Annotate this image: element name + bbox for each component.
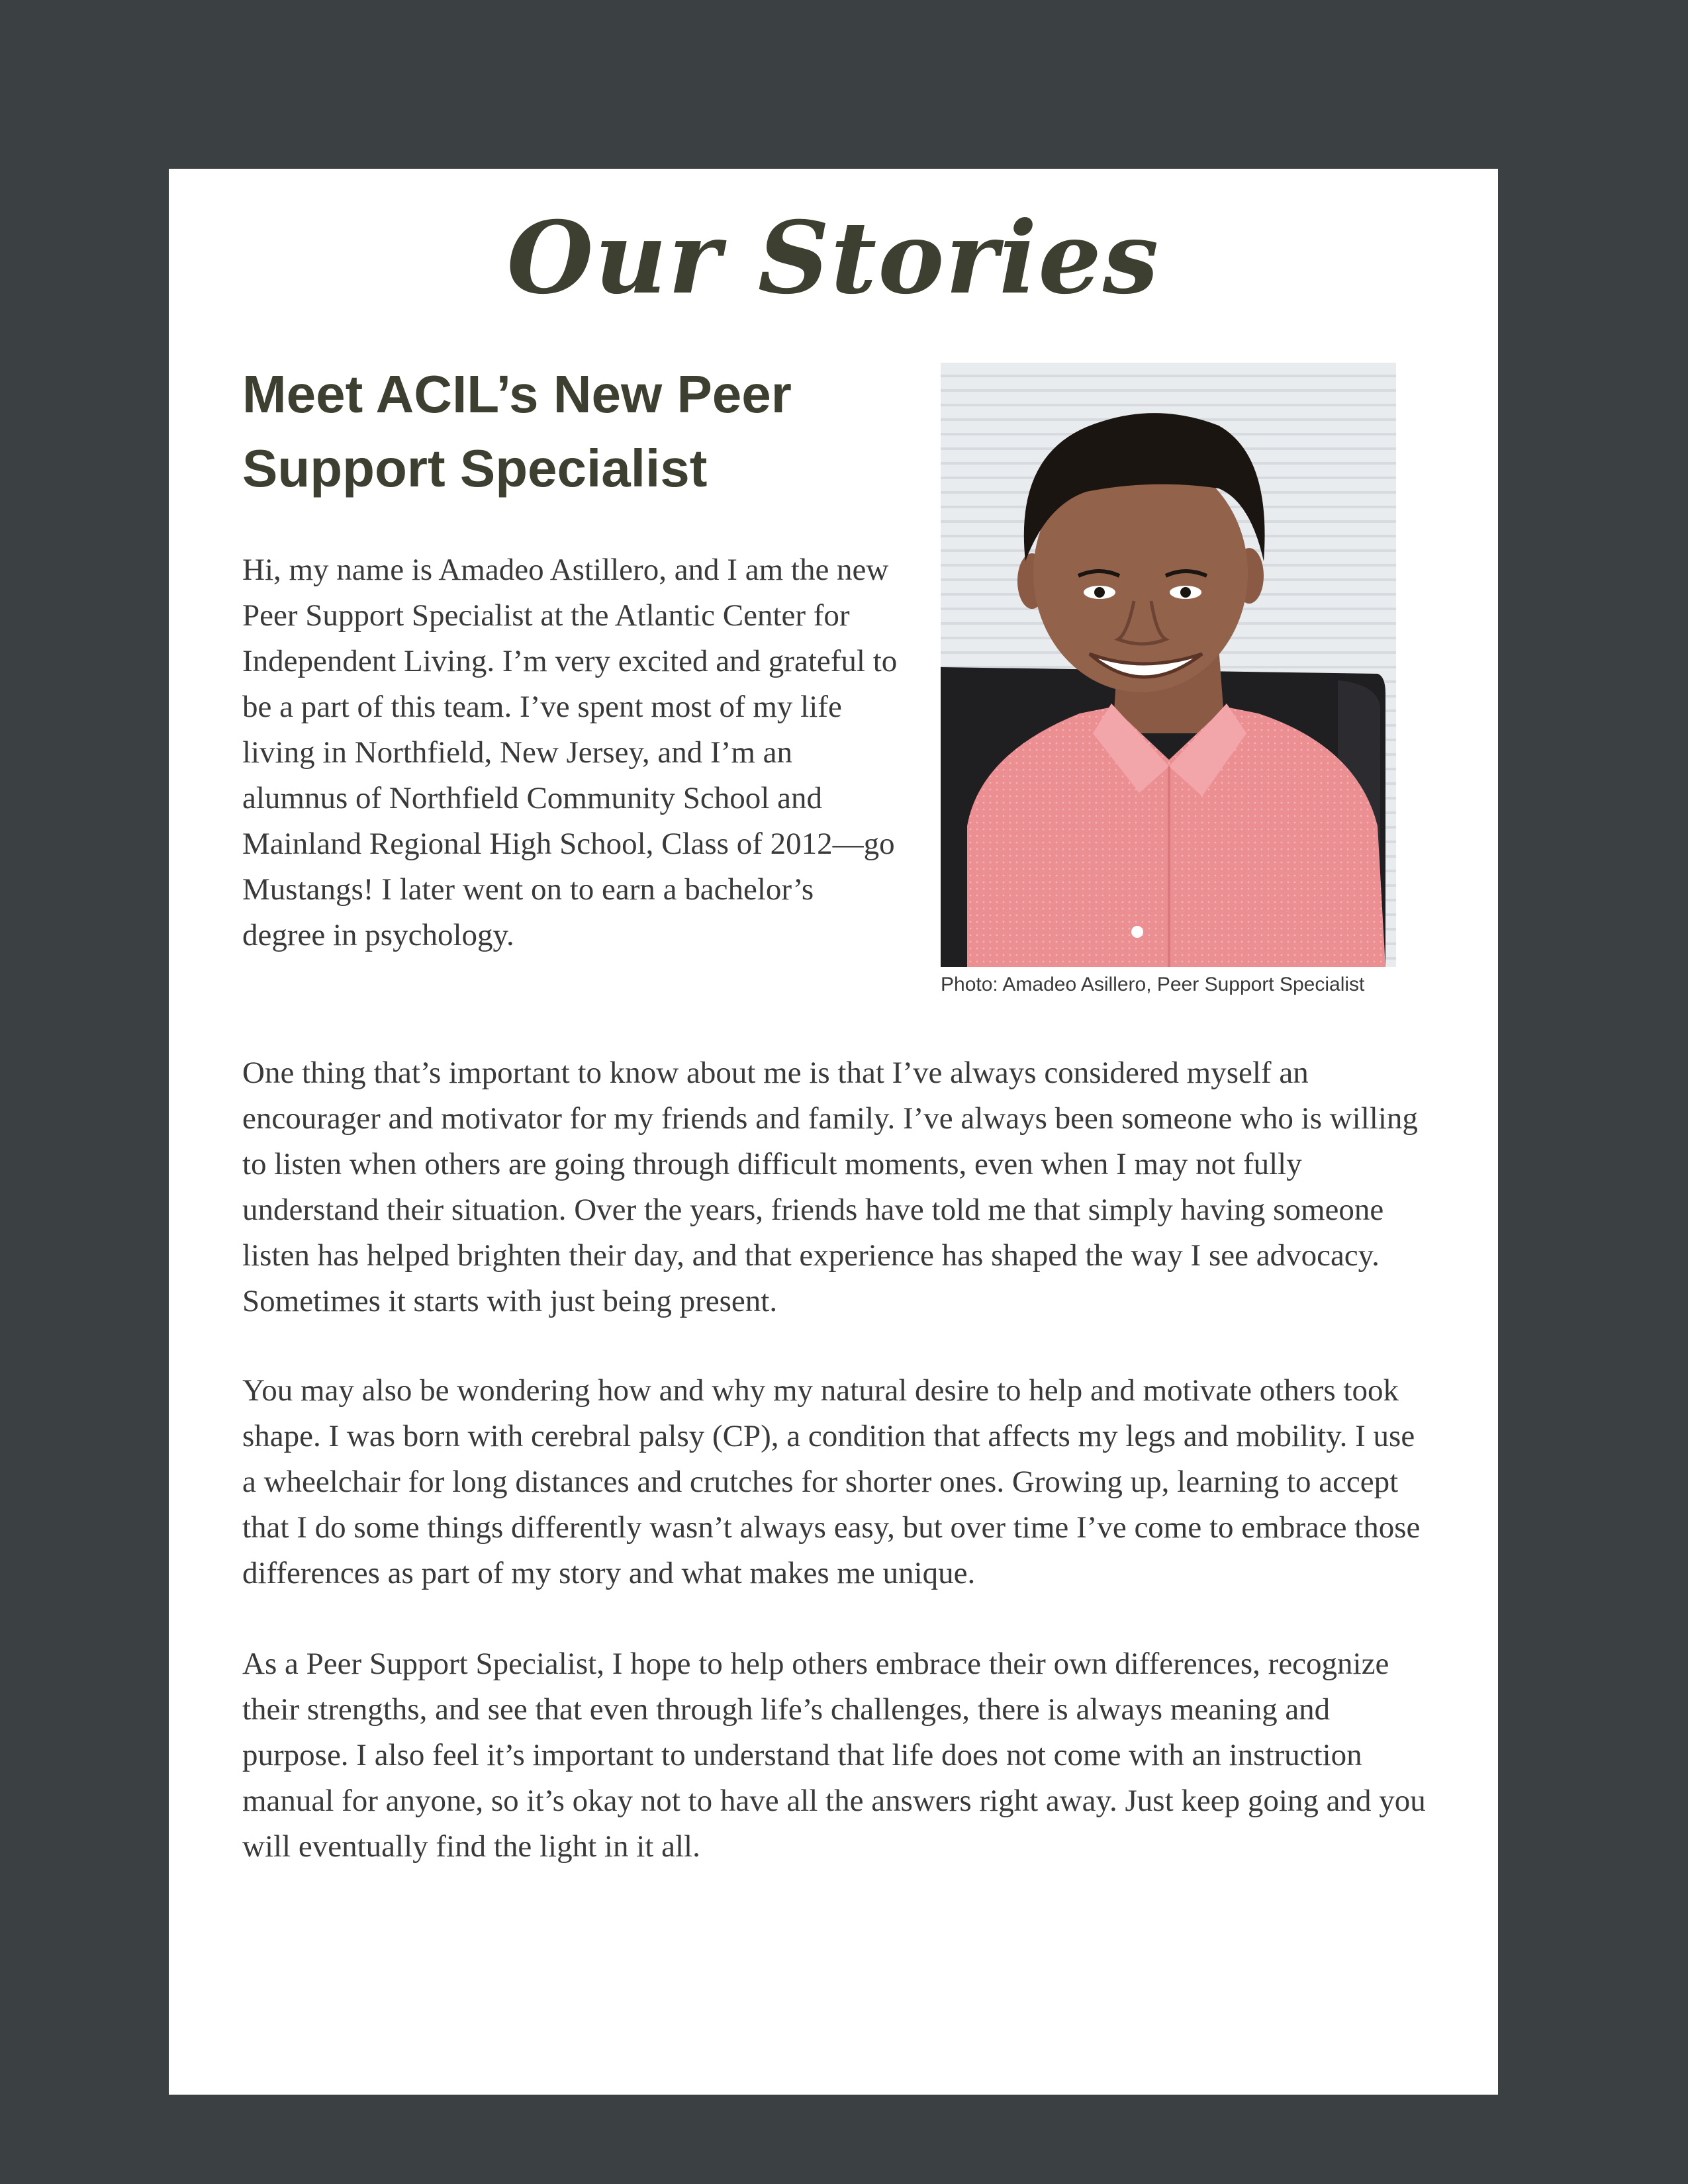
page-title: Our Stories bbox=[506, 200, 1160, 316]
portrait-photo bbox=[941, 363, 1396, 967]
body-paragraph: As a Peer Support Specialist, I hope to help others embrace their own differences, recognize their strengths, and see that even through life’s challenges, there is always meaning and purpose. I also feel it’s important to understand that life does not come with an instruction manual for anyone, so it’s okay not to have all the answers right away. Just keep going and you will eventually find the light in it all. bbox=[242, 1647, 1426, 1864]
intro-paragraph: Hi, my name is Amadeo Astillero, and I am the new Peer Support Specialist at the Atlantic Center for Independent Living. I’m very excited and grateful to be a part of this team. I’ve spent most of my life living in Northfield, New Jersey, and I’m an alumnus of Northfield Community School and Mainland Regional High School, Class of 2012—go Mustangs! I later went on to earn a bachelor’s degree in psychology. bbox=[242, 553, 898, 952]
portrait-illustration bbox=[941, 363, 1396, 967]
newsletter-page bbox=[169, 169, 1498, 2095]
article-heading: Meet ACIL’s New Peer Support Specialist bbox=[242, 365, 792, 498]
body-paragraph: You may also be wondering how and why my natural desire to help and motivate others took shape. I was born with cerebral palsy (CP), a condition that affects my legs and mobility. I use a wheelchair for long distances and crutches for shorter ones. Growing up, learning to accept that I do some things differently wasn’t always easy, but over time I’ve come to embrace those differences as part of my story and what makes me unique. bbox=[242, 1373, 1421, 1590]
body-paragraph: One thing that’s important to know about me is that I’ve always considered myself an encourager and motivator for my friends and family. I’ve always been someone who is willing to listen when others are going through difficult moments, even when I may not fully understand their situation. Over the years, friends have told me that simply having someone listen has helped brighten their day, and that experience has shaped the way I see advocacy. Sometimes it starts with just being present. bbox=[242, 1056, 1418, 1318]
photo-caption: Photo: Amadeo Asillero, Peer Support Specialist bbox=[941, 974, 1365, 995]
